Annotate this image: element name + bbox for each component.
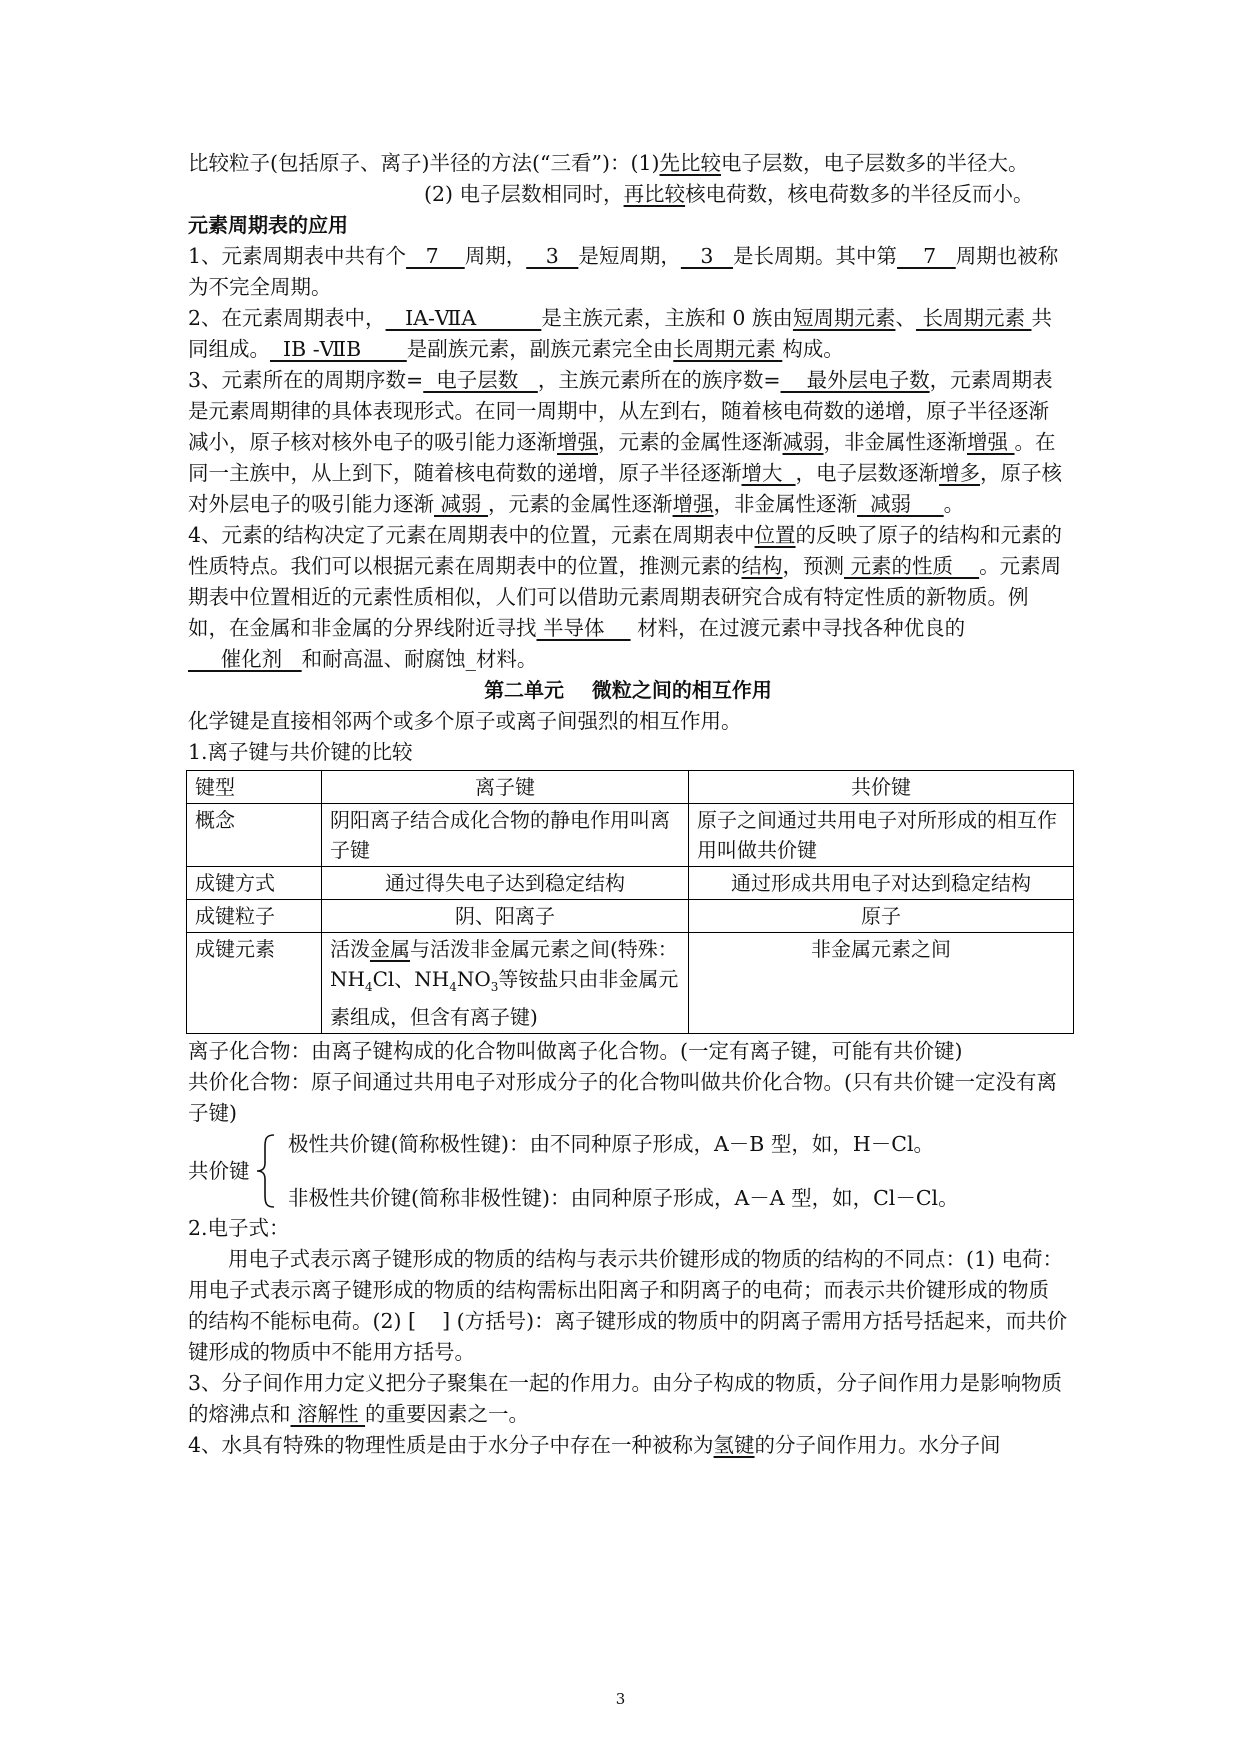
table-cell: 通过得失电子达到稳定结构 (322, 867, 689, 900)
nonpolar-bond-line: 非极性共价键(简称非极性键)：由同种原子形成，A－A 型，如，Cl－Cl。 (288, 1186, 959, 1210)
curly-brace-icon (254, 1133, 276, 1209)
ionic-compound-definition: 离子化合物：由离子键构成的化合物叫做离子化合物。(一定有离子键，可能有共价键) (188, 1039, 963, 1063)
brace-label: 共价键 (188, 1159, 250, 1183)
document-body (188, 148, 1068, 1461)
comparison-title: 1.离子键与共价键的比较 (188, 740, 413, 764)
table-cell: 成键粒子 (187, 900, 322, 933)
table-header-row (187, 771, 1074, 804)
item-3: 3、元素所在的周期序数= 电子层数 ，主族元素所在的族序数= 最外层电子数，元素周期表是元素周期律的具体表现形式。在同一周期中，从左到右，随着核电荷数的递增，原子半径逐渐减小，原子核对核外电子的吸引能力逐渐增强，元素的金属性逐渐减弱，非金属性逐渐增强 。在同一主族中，从上到下，随着核电荷数的递增，原子半径逐渐增大 ，电子层数逐渐增多，原子核对外层电子的吸引能力逐渐 减弱 ，元素的金属性逐渐增强，非金属性逐渐 减弱 。 (188, 368, 1063, 516)
table-cell: 非金属元素之间 (689, 933, 1074, 1034)
table-row (187, 804, 1074, 867)
radius-paragraph-line2: (2) 电子层数相同时，再比较核电荷数，核电荷数多的半径反而小。 (424, 182, 1034, 206)
table-header-cell: 离子键 (322, 771, 689, 804)
item-1: 1、元素周期表中共有个 7 周期， 3 是短周期， 3 是长周期。其中第 7 周期也被称为不完全周期。 (188, 244, 1059, 299)
item-intermolecular-force: 3、分子间作用力定义把分子聚集在一起的作用力。由分子构成的物质，分子间作用力是影响物质的熔沸点和 溶解性 的重要因素之一。 (188, 1371, 1063, 1426)
radius-paragraph-line1: 比较粒子(包括原子、离子)半径的方法(“三看”)：(1)先比较电子层数，电子层数多的半径大。 (188, 151, 1029, 175)
unit-title: 第二单元 微粒之间的相互作用 (484, 678, 772, 702)
item-2: 2、在元素周期表中， ⅠA-ⅦA 是主族元素，主族和 0 族由短周期元素、 长周期元素 共同组成。 ⅠB -ⅦB 是副族元素，副族元素完全由长周期元素 构成。 (188, 306, 1052, 361)
table-header-cell: 键型 (187, 771, 322, 804)
electron-formula-title: 2.电子式： (188, 1216, 290, 1240)
chemical-bond-definition: 化学键是直接相邻两个或多个原子或离子间强烈的相互作用。 (188, 709, 742, 733)
item-water-hydrogen-bond: 4、水具有特殊的物理性质是由于水分子中存在一种被称为氢键的分子间作用力。水分子间 (188, 1433, 1001, 1457)
table-row (187, 933, 1074, 1034)
section-heading-periodic-table-application: 元素周期表的应用 (188, 213, 348, 237)
table-row (187, 900, 1074, 933)
item-4: 4、元素的结构决定了元素在周期表中的位置，元素在周期表中位置的反映了原子的结构和元素的性质特点。我们可以根据元素在周期表中的位置，推测元素的结构，预测 元素的性质 。元素周期表中位置相近的元素性质相似，人们可以借助元素周期表研究合成有特定性质的新物质。例如，在金属和非金属的分界线附近寻找 半导体 材料，在过渡元素中寻找各种优良的 催化剂 和耐高温、耐腐蚀_材料。 (188, 523, 1063, 671)
table-cell: 概念 (187, 804, 322, 867)
table-cell: 成键元素 (187, 933, 322, 1034)
polar-bond-line: 极性共价键(简称极性键)：由不同种原子形成，A－B 型，如，H－Cl。 (288, 1132, 934, 1156)
table-cell: 通过形成共用电子对达到稳定结构 (689, 867, 1074, 900)
page-number: 3 (615, 1690, 626, 1708)
covalent-compound-definition: 共价化合物：原子间通过共用电子对形成分子的化合物叫做共价化合物。(只有共价键一定没有离子键) (188, 1070, 1057, 1125)
table-header-cell: 共价键 (689, 771, 1074, 804)
covalent-bond-classification (188, 1129, 1068, 1213)
table-cell: 活泼金属与活泼非金属元素之间(特殊：$NH_4Cl$、$NH_4NO_3$等铵盐只由非金属元素组成，但含有离子键) (322, 933, 689, 1034)
table-cell: 阴、阳离子 (322, 900, 689, 933)
table-cell: 原子 (689, 900, 1074, 933)
table-cell: 原子之间通过共用电子对所形成的相互作用叫做共价键 (689, 804, 1074, 867)
bond-comparison-table (186, 770, 1074, 1034)
table-cell: 成键方式 (187, 867, 322, 900)
table-cell: 阴阳离子结合成化合物的静电作用叫离子键 (322, 804, 689, 867)
electron-formula-paragraph: 用电子式表示离子键形成的物质的结构与表示共价键形成的物质的结构的不同点：(1) 电荷：用电子式表示离子键形成的物质的结构需标出阳离子和阴离子的电荷；而表示共价键形成的物质的结构不能标电荷。(2) [ ] (方括号)：离子键形成的物质中的阴离子需用方括号括起来，而共价键形成的物质中不能用方括号。 (188, 1247, 1068, 1364)
table-row (187, 867, 1074, 900)
